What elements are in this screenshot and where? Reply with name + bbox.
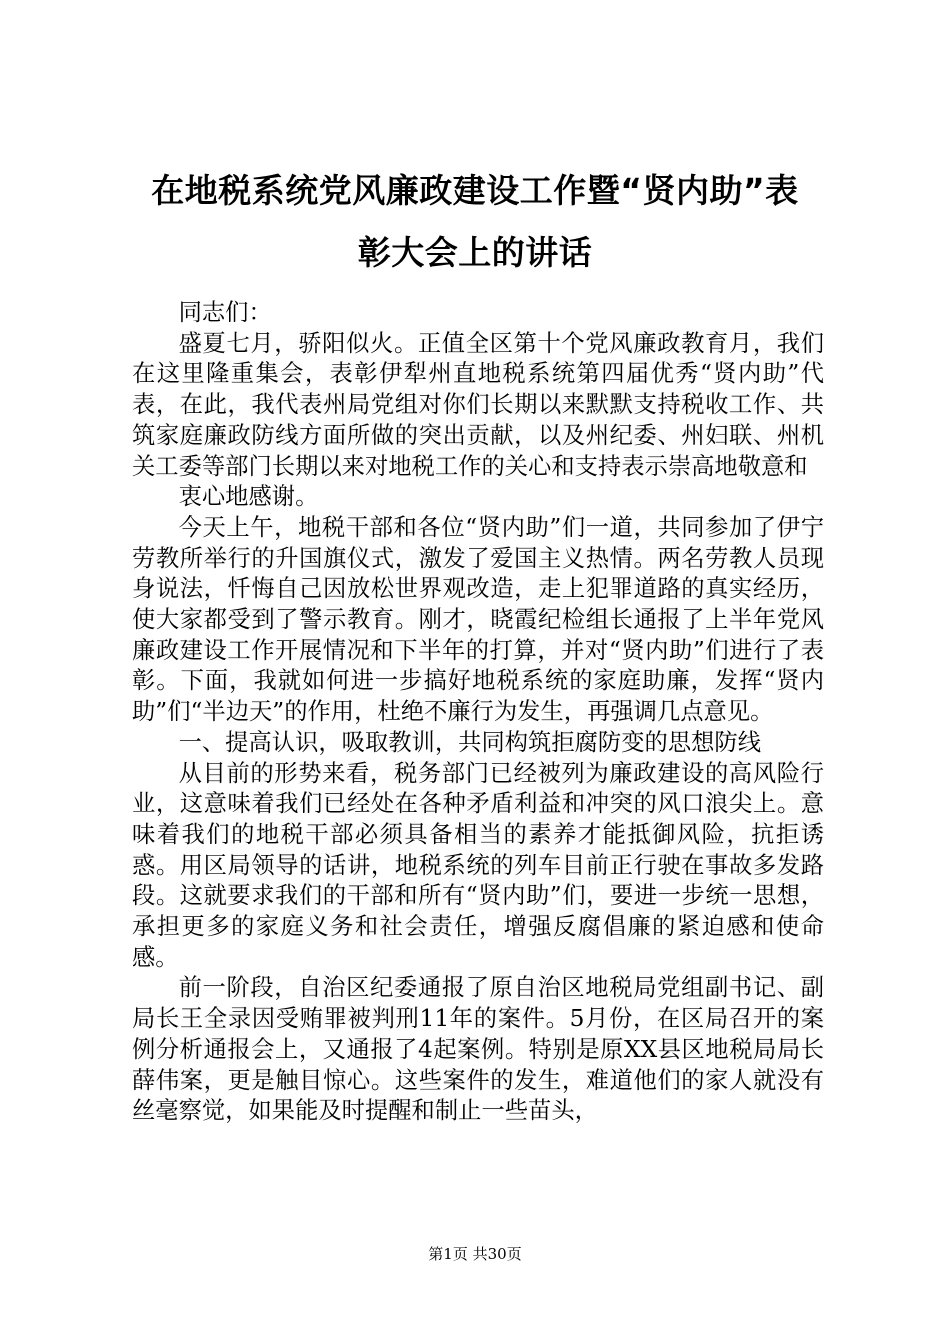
- title-line-1: 在地税系统党风廉政建设工作暨“贤内助”表: [151, 171, 799, 210]
- paragraph-thanks: 衷心地感谢。: [178, 483, 319, 511]
- paragraph-cases: 前一阶段，自治区纪委通报了原自治区地税局党组副书记、副局长王全录因受贿罪被判刑11年的案件。5月份，在区局召开的案例分析通报会上，又通报了4起案例。特别是原XX县区地税局局长薛伟案，更是触目惊心。这些案件的发生，难道他们的家人就没有丝毫察觉，如果能及时提醒和制止一些苗头，: [132, 974, 824, 1125]
- section-heading-1: 一、提高认识，吸取教训，共同构筑拒腐防变的思想防线: [178, 728, 762, 756]
- paragraph-situation: 从目前的形势来看，税务部门已经被列为廉政建设的高风险行业，这意味着我们已经处在各种矛盾利益和冲突的风口浪尖上。意味着我们的地税干部必须具备相当的素养才能抵御风险，抗拒诱惑。用区局领导的话讲，地税系统的列车目前正行驶在事故多发路段。这就要求我们的干部和所有“贤内助”们，要进一步统一思想，承担更多的家庭义务和社会责任，增强反腐倡廉的紧迫感和使命感。: [132, 759, 824, 971]
- document-title: [120, 160, 830, 284]
- paragraph-opening: 盛夏七月，骄阳似火。正值全区第十个党风廉政教育月，我们在这里隆重集会，表彰伊犁州直地税系统第四届优秀“贤内助”代表，在此，我代表州局党组对你们长期以来默默支持税收工作、共筑家庭廉政防线方面所做的突出贡献，以及州纪委、州妇联、州机关工委等部门长期以来对地税工作的关心和支持表示崇高地敬意和: [132, 329, 824, 480]
- title-line-2: 彰大会上的讲话: [357, 233, 593, 272]
- page-footer: 第1页 共30页: [428, 1245, 522, 1263]
- paragraph-salutation: 同志们：: [178, 299, 272, 326]
- document-body: [132, 298, 824, 1127]
- paragraph-morning-activities: 今天上午，地税干部和各位“贤内助”们一道，共同参加了伊宁劳教所举行的升国旗仪式，激发了爱国主义热情。两名劳教人员现身说法，忏悔自己因放松世界观改造，走上犯罪道路的真实经历，使大家都受到了警示教育。刚才，晓霞纪检组长通报了上半年党风廉政建设工作开展情况和下半年的打算，并对“贤内助”们进行了表彰。下面，我就如何进一步搞好地税系统的家庭助廉，发挥“贤内助”们“半边天”的作用，杜绝不廉行为发生，再强调几点意见。: [132, 513, 824, 726]
